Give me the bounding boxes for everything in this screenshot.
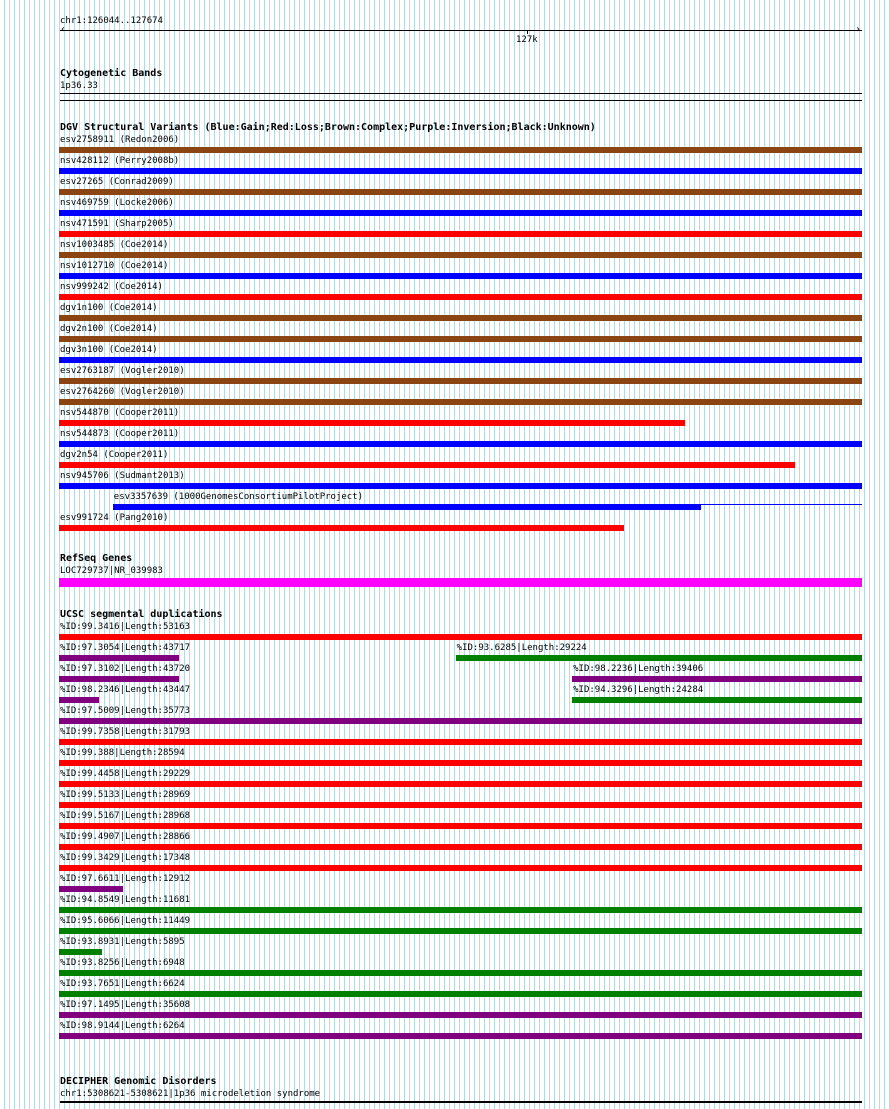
dgv-feature-label[interactable]: nsv471591 (Sharp2005)	[60, 219, 174, 229]
segdup-feature-bar[interactable]	[59, 802, 862, 808]
dgv-feature-label[interactable]: esv2764260 (Vogler2010)	[60, 387, 185, 397]
dgv-feature-label[interactable]: nsv428112 (Perry2008b)	[60, 156, 180, 166]
segdup-feature-label[interactable]: %ID:93.7651|Length:6624	[60, 979, 185, 989]
segdup-feature-label[interactable]: %ID:97.3102|Length:43720	[60, 664, 191, 674]
dgv-feature-bar[interactable]	[59, 378, 862, 384]
segdup-feature-label[interactable]: %ID:99.3429|Length:17348	[60, 853, 191, 863]
segdup-feature-bar[interactable]	[456, 655, 862, 661]
segdup-track-title[interactable]: UCSC segmental duplications	[60, 609, 223, 620]
dgv-feature-bar[interactable]	[59, 273, 862, 279]
dgv-feature-label[interactable]: nsv544873 (Cooper2011)	[60, 429, 180, 439]
dgv-feature-bar[interactable]	[59, 357, 862, 363]
segdup-feature-bar[interactable]	[572, 697, 862, 703]
segdup-feature-label[interactable]: %ID:99.4907|Length:28866	[60, 832, 191, 842]
segdup-feature-label[interactable]: %ID:98.2236|Length:39406	[573, 664, 704, 674]
segdup-feature-bar[interactable]	[59, 928, 862, 934]
segdup-feature-label[interactable]: %ID:97.5009|Length:35773	[60, 706, 191, 716]
segdup-feature-bar[interactable]	[572, 676, 862, 682]
cytoband-track-title[interactable]: Cytogenetic Bands	[60, 68, 163, 79]
refseq-track-title[interactable]: RefSeq Genes	[60, 553, 133, 564]
dgv-feature-label[interactable]: esv2758911 (Redon2006)	[60, 135, 180, 145]
dgv-feature-label[interactable]: esv27265 (Conrad2009)	[60, 177, 174, 187]
dgv-feature-label[interactable]: esv3357639 (1000GenomesConsortiumPilotProject)	[113, 492, 364, 502]
dgv-feature-bar[interactable]	[59, 336, 862, 342]
dgv-feature-bar[interactable]	[59, 189, 862, 195]
dgv-feature-bar[interactable]	[59, 147, 862, 153]
dgv-feature-bar[interactable]	[59, 462, 795, 468]
segdup-feature-bar[interactable]	[59, 991, 862, 997]
dgv-feature-label[interactable]: dgv3n100 (Coe2014)	[60, 345, 158, 355]
segdup-feature-label[interactable]: %ID:99.5133|Length:28969	[60, 790, 191, 800]
segdup-feature-bar[interactable]	[59, 760, 862, 766]
segdup-feature-bar[interactable]	[59, 886, 123, 892]
dgv-feature-bar[interactable]	[59, 315, 862, 321]
segdup-feature-label[interactable]: %ID:99.388|Length:28594	[60, 748, 185, 758]
dgv-feature-label[interactable]: esv991724 (Pang2010)	[60, 513, 169, 523]
segdup-feature-label[interactable]: %ID:99.7358|Length:31793	[60, 727, 191, 737]
segdup-feature-label[interactable]: %ID:97.6611|Length:12912	[60, 874, 191, 884]
segdup-feature-bar[interactable]	[59, 634, 862, 640]
dgv-feature-label[interactable]: dgv2n100 (Coe2014)	[60, 324, 158, 334]
segdup-feature-label[interactable]: %ID:98.9144|Length:6264	[60, 1021, 185, 1031]
segdup-feature-bar[interactable]	[59, 655, 179, 661]
dgv-feature-label[interactable]: nsv945706 (Sudmant2013)	[60, 471, 185, 481]
dgv-feature-bar[interactable]	[59, 441, 862, 447]
segdup-feature-bar[interactable]	[59, 949, 102, 955]
segdup-feature-label[interactable]: %ID:99.3416|Length:53163	[60, 622, 191, 632]
segdup-feature-label[interactable]: %ID:94.3296|Length:24284	[573, 685, 704, 695]
dgv-feature-bar[interactable]	[113, 504, 702, 510]
cytoband-line	[60, 93, 862, 94]
segdup-feature-bar[interactable]	[59, 676, 179, 682]
segdup-feature-bar[interactable]	[59, 697, 99, 703]
ruler-right-arrow-icon: ›	[855, 24, 862, 35]
dgv-feature-bar[interactable]	[59, 168, 862, 174]
refseq-gene-feature[interactable]	[59, 578, 862, 587]
dgv-feature-bar[interactable]	[59, 420, 685, 426]
decipher-track-title[interactable]: DECIPHER Genomic Disorders	[60, 1076, 217, 1087]
dgv-feature-extension	[701, 504, 862, 505]
dgv-feature-label[interactable]: dgv2n54 (Cooper2011)	[60, 450, 169, 460]
segdup-feature-label[interactable]: %ID:93.8256|Length:6948	[60, 958, 185, 968]
cytoband-label: 1p36.33	[60, 81, 98, 91]
segdup-feature-bar[interactable]	[59, 907, 862, 913]
segdup-feature-bar[interactable]	[59, 823, 862, 829]
dgv-feature-bar[interactable]	[59, 525, 624, 531]
decipher-label[interactable]: chr1:5308621-5308621|1p36 microdeletion syndrome	[60, 1089, 321, 1099]
cytoband-line	[60, 100, 862, 101]
dgv-feature-bar[interactable]	[59, 483, 862, 489]
dgv-feature-bar[interactable]	[59, 252, 862, 258]
decipher-feature[interactable]	[60, 1101, 862, 1103]
dgv-feature-label[interactable]: nsv1003485 (Coe2014)	[60, 240, 169, 250]
dgv-feature-bar[interactable]	[59, 294, 862, 300]
segdup-feature-bar[interactable]	[59, 970, 862, 976]
segdup-feature-label[interactable]: %ID:99.5167|Length:28968	[60, 811, 191, 821]
ruler-axis	[60, 30, 862, 31]
dgv-feature-label[interactable]: dgv1n100 (Coe2014)	[60, 303, 158, 313]
segdup-feature-label[interactable]: %ID:97.3054|Length:43717	[60, 643, 191, 653]
segdup-feature-bar[interactable]	[59, 1012, 862, 1018]
ruler-left-arrow-icon: ‹	[60, 24, 67, 35]
segdup-feature-bar[interactable]	[59, 739, 862, 745]
dgv-feature-label[interactable]: nsv469759 (Locke2006)	[60, 198, 174, 208]
segdup-feature-bar[interactable]	[59, 718, 862, 724]
segdup-feature-bar[interactable]	[59, 781, 862, 787]
dgv-feature-label[interactable]: nsv544870 (Cooper2011)	[60, 408, 180, 418]
ruler-tick-label: 127k	[516, 35, 538, 45]
dgv-feature-label[interactable]: nsv999242 (Coe2014)	[60, 282, 163, 292]
segdup-feature-label[interactable]: %ID:94.8549|Length:11681	[60, 895, 191, 905]
dgv-feature-bar[interactable]	[59, 231, 862, 237]
refseq-gene-label[interactable]: LOC729737|NR_039983	[60, 566, 163, 576]
dgv-feature-bar[interactable]	[59, 210, 862, 216]
segdup-feature-label[interactable]: %ID:95.6066|Length:11449	[60, 916, 191, 926]
segdup-feature-label[interactable]: %ID:93.8931|Length:5895	[60, 937, 185, 947]
segdup-feature-bar[interactable]	[59, 844, 862, 850]
segdup-feature-bar[interactable]	[59, 865, 862, 871]
segdup-feature-bar[interactable]	[59, 1033, 862, 1039]
dgv-feature-label[interactable]: esv2763187 (Vogler2010)	[60, 366, 185, 376]
dgv-feature-label[interactable]: nsv1012710 (Coe2014)	[60, 261, 169, 271]
dgv-track-title[interactable]: DGV Structural Variants (Blue:Gain;Red:Loss;Brown:Complex;Purple:Inversion;Black:Unknown)	[60, 122, 596, 133]
segdup-feature-label[interactable]: %ID:93.6285|Length:29224	[456, 643, 587, 653]
segdup-feature-label[interactable]: %ID:98.2346|Length:43447	[60, 685, 191, 695]
dgv-feature-bar[interactable]	[59, 399, 862, 405]
ruler-tick	[527, 30, 528, 34]
segdup-feature-label[interactable]: %ID:97.1495|Length:35608	[60, 1000, 191, 1010]
ruler-range-label: chr1:126044..127674	[60, 16, 163, 26]
segdup-feature-label[interactable]: %ID:99.4458|Length:29229	[60, 769, 191, 779]
